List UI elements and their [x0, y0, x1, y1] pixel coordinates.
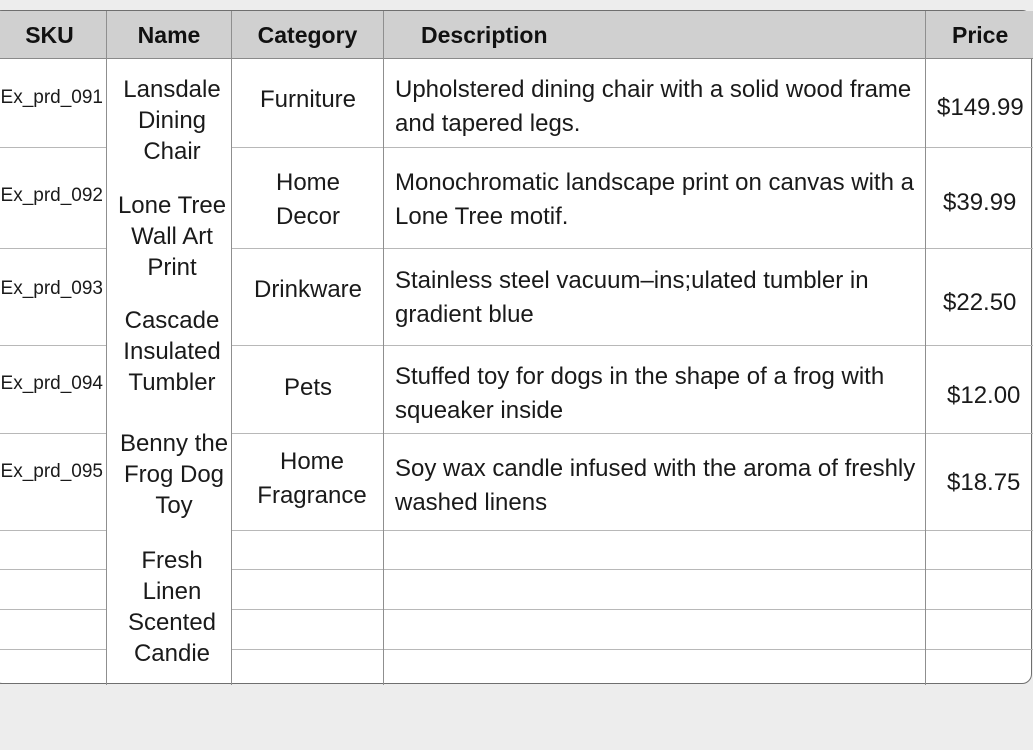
description-cell[interactable]: Stuffed toy for dogs in the shape of a frog with squeaker inside	[395, 363, 885, 424]
row-divider	[0, 530, 107, 531]
column-divider	[925, 11, 926, 685]
row-divider	[0, 248, 107, 249]
row-divider	[0, 569, 107, 570]
row-divider	[0, 649, 107, 650]
header-description-label: Description	[421, 22, 548, 48]
category-cell[interactable]: Home Fragrance	[257, 448, 367, 509]
description-cell[interactable]: Stainless steel vacuum–ins;ulated tumbler in gradient blue	[395, 267, 869, 328]
row-divider	[232, 530, 1033, 531]
name-cell[interactable]: Fresh Linen Scented Candie	[127, 547, 217, 667]
sku-cell[interactable]: Ex_prd_094	[0, 373, 103, 394]
sku-cell[interactable]: Ex_prd_095	[0, 461, 103, 482]
name-cell[interactable]: Lansdale Dining Chair	[123, 76, 221, 165]
header-name-label: Name	[137, 22, 201, 48]
category-cell[interactable]: Home Decor	[275, 169, 341, 230]
row-divider	[0, 433, 107, 434]
category-cell[interactable]: Drinkware	[253, 276, 363, 303]
description-cell[interactable]: Soy wax candle infused with the aroma of freshly washed linens	[395, 455, 916, 516]
header-price[interactable]	[926, 11, 1033, 59]
header-name[interactable]	[107, 11, 232, 59]
name-cell[interactable]: Benny the Frog Dog Toy	[119, 430, 229, 519]
category-cell[interactable]: Pets	[283, 374, 333, 401]
header-sku-label: SKU	[25, 22, 74, 48]
row-divider	[232, 147, 1033, 148]
header-sku[interactable]	[0, 11, 107, 59]
row-divider	[0, 147, 107, 148]
sku-cell[interactable]: Ex_prd_093	[0, 278, 103, 299]
price-cell[interactable]: $22.50	[943, 289, 1017, 316]
price-cell[interactable]: $18.75	[947, 469, 1021, 496]
row-divider	[232, 433, 1033, 434]
product-table	[0, 10, 1032, 684]
header-category[interactable]	[232, 11, 384, 59]
row-divider	[232, 569, 1033, 570]
category-cell[interactable]: Furniture	[259, 86, 357, 113]
row-divider	[0, 345, 107, 346]
name-cell[interactable]: Lone Tree Wall Art Print	[117, 192, 227, 281]
row-divider	[232, 649, 1033, 650]
sku-cell[interactable]: Ex_prd_092	[0, 185, 103, 206]
header-price-label: Price	[952, 22, 1009, 48]
row-divider	[232, 248, 1033, 249]
row-divider	[232, 345, 1033, 346]
price-cell[interactable]: $39.99	[943, 189, 1017, 216]
row-divider	[0, 609, 107, 610]
row-divider	[232, 609, 1033, 610]
sku-cell[interactable]: Ex_prd_091	[0, 87, 103, 108]
price-cell[interactable]: $12.00	[947, 382, 1021, 409]
column-divider	[106, 11, 107, 685]
header-category-label: Category	[257, 22, 358, 48]
description-cell[interactable]: Upholstered dining chair with a solid wood frame and tapered legs.	[395, 76, 912, 137]
header-description[interactable]	[384, 11, 926, 59]
description-cell[interactable]: Monochromatic landscape print on canvas with a Lone Tree motif.	[395, 169, 914, 230]
name-cell[interactable]: Cascade Insulated Tumbler	[123, 307, 221, 396]
price-cell[interactable]: $149.99	[937, 94, 1024, 121]
